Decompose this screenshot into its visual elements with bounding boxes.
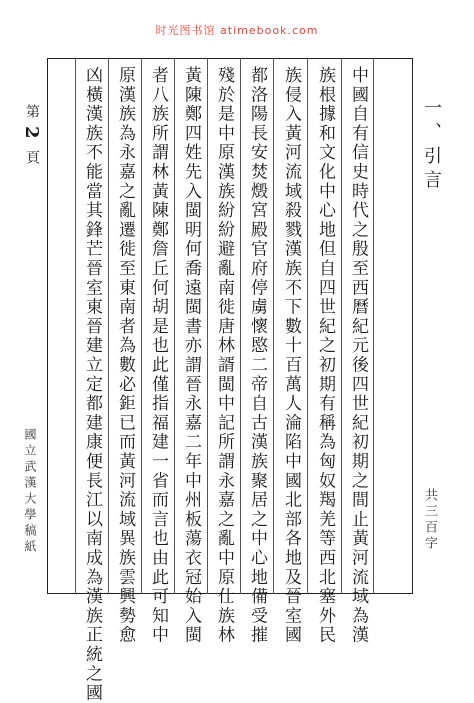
text-column-1: 中國自有信史時代之殷至西曆紀元後四世紀初期之間止黃河流域為漢 — [348, 66, 368, 645]
section-heading: 一、引言 — [421, 98, 442, 194]
publisher-mark: 國立武漢大學稿紙 — [23, 428, 37, 556]
grid-line — [75, 58, 76, 594]
text-column-7: 者八族所謂林黃陳鄭詹丘何胡是也此僅指福建一省而言也由此可知中 — [148, 66, 168, 645]
grid-line — [341, 58, 342, 594]
text-column-3: 族侵入黃河流域殺戮漢族不下數十百萬人淪陷中國北部各地及晉室國 — [281, 66, 301, 645]
text-column-5: 殘於是中原漢族紛紛避亂南徙唐林諝閩中記所謂永嘉之亂中原仕族林 — [214, 66, 234, 645]
page-total-label: 共三百字 — [422, 488, 437, 552]
page-number: 2 — [21, 126, 42, 139]
text-column-4: 都洛陽長安焚燬宮殿官府停虜懷愍二帝自古漢族聚居之中心地備受摧 — [247, 66, 267, 645]
text-column-9: 凶橫漢族不能當其鋒芒晉室東晉建立定都建康便長江以南成為漢族正統之國 — [82, 66, 102, 703]
grid-line — [273, 58, 274, 594]
text-column-8: 原漢族為永嘉之亂遷徙至東南者為數必鉅已而黃河流域異族雲興勢愈 — [115, 66, 135, 645]
grid-line — [108, 58, 109, 594]
grid-line — [373, 58, 374, 594]
page-label-post: 頁 — [24, 150, 40, 164]
grid-line — [174, 58, 175, 594]
grid-line — [307, 58, 308, 594]
text-column-2: 族根據和文化中心地但自四世紀之初期有稱為匈奴羯羌等西北塞外民 — [315, 66, 335, 645]
text-column-6: 黃陳鄭四姓先入閩明何喬遠閩書亦謂晉永嘉二年中州板蕩衣冠始入閩 — [181, 66, 201, 645]
grid-line — [141, 58, 142, 594]
watermark: 时光图书馆 atimebook.com — [155, 24, 319, 37]
manuscript-sheet — [47, 58, 413, 703]
page-label-pre: 第 — [24, 104, 40, 118]
grid-line — [207, 58, 208, 594]
grid-line — [240, 58, 241, 594]
